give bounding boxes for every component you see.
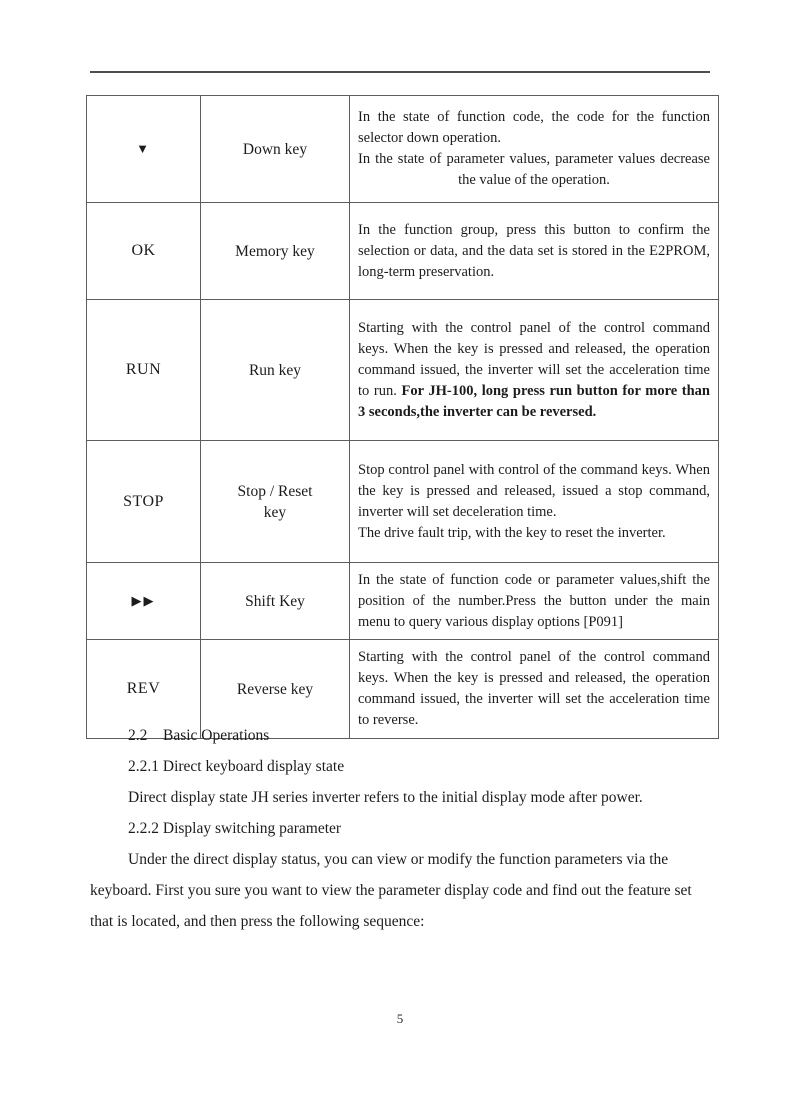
description-paragraph: In the state of function code, the code for the function selector down operation. [358,109,710,146]
key-description-cell [350,563,719,640]
description-paragraph: The drive fault trip, with the key to reset the inverter. [358,524,666,541]
key-symbol-cell: RUN [87,300,201,441]
description-text: Starting with the control panel of the control command keys. When the key is pressed and released, the operation command issued, the inverter will set the acceleration time to run. [358,319,710,399]
key-name-cell: Down key [201,96,350,203]
key-name-cell [201,441,350,563]
table-row-run-key [87,300,719,441]
key-description-cell [350,203,719,300]
section-title: Basic Operations [163,727,270,744]
double-right-triangle-icon: ▶▶ [131,593,156,608]
keypad-function-table [86,95,719,739]
down-triangle-icon: ▼ [136,141,151,156]
key-symbol-cell [87,563,201,640]
key-name-cell: Reverse key [201,640,350,739]
description-paragraph: In the state of parameter values, parameter values decrease the value of the operation. [358,151,710,188]
key-symbol-cell [87,96,201,203]
description-paragraph [358,318,710,423]
key-description-cell [350,441,719,563]
description-paragraph: Starting with the control panel of the control command keys. When the key is pressed and released, the operation command issued, the inverter will set the acceleration time to reverse. [358,649,710,728]
key-description-cell [350,300,719,441]
paragraph-display-switching: Under the direct display status, you can view or modify the function parameters via the keyboard. First you sure you want to view the parameter display code and find out the feature set that is located, and then press the following sequence: [90,851,692,930]
description-paragraph: Stop control panel with control of the command keys. When the key is pressed and released, issued a stop command, inverter will set deceleration time. [358,461,710,520]
section-heading-2-2-1: 2.2.1 Direct keyboard display state [128,758,345,775]
description-paragraph: In the state of function code or parameter values,shift the position of the number.Press the button under the main menu to query various display options [P091] [358,571,710,630]
table-row-stop-reset-key [87,441,719,563]
key-symbol-cell: STOP [87,441,201,563]
table-row-shift-key [87,563,719,640]
key-name-cell: Shift Key [201,563,350,640]
key-name-text: Stop / Reset key [237,482,313,521]
paragraph-direct-display: Direct display state JH series inverter refers to the initial display mode after power. [128,789,643,806]
body-text-block [90,720,714,937]
table-row-down-key [87,96,719,203]
key-description-cell [350,96,719,203]
description-paragraph: In the function group, press this button to confirm the selection or data, and the data set is stored in the E2PROM, long-term preservation. [358,221,710,280]
key-name-cell: Run key [201,300,350,441]
key-name-cell: Memory key [201,203,350,300]
header-rule [90,71,710,73]
key-symbol-cell: REV [87,640,201,739]
section-number: 2.2 [128,727,148,744]
table-row-memory-key [87,203,719,300]
section-heading-2-2-2: 2.2.2 Display switching parameter [128,820,342,837]
description-bold-text: For JH-100, long press run button for more than 3 seconds,the inverter can be reversed. [358,382,710,420]
key-symbol-cell: OK [87,203,201,300]
section-heading-2-2 [90,720,714,751]
page-number: 5 [396,1011,404,1026]
keypad-table-body [87,96,719,739]
